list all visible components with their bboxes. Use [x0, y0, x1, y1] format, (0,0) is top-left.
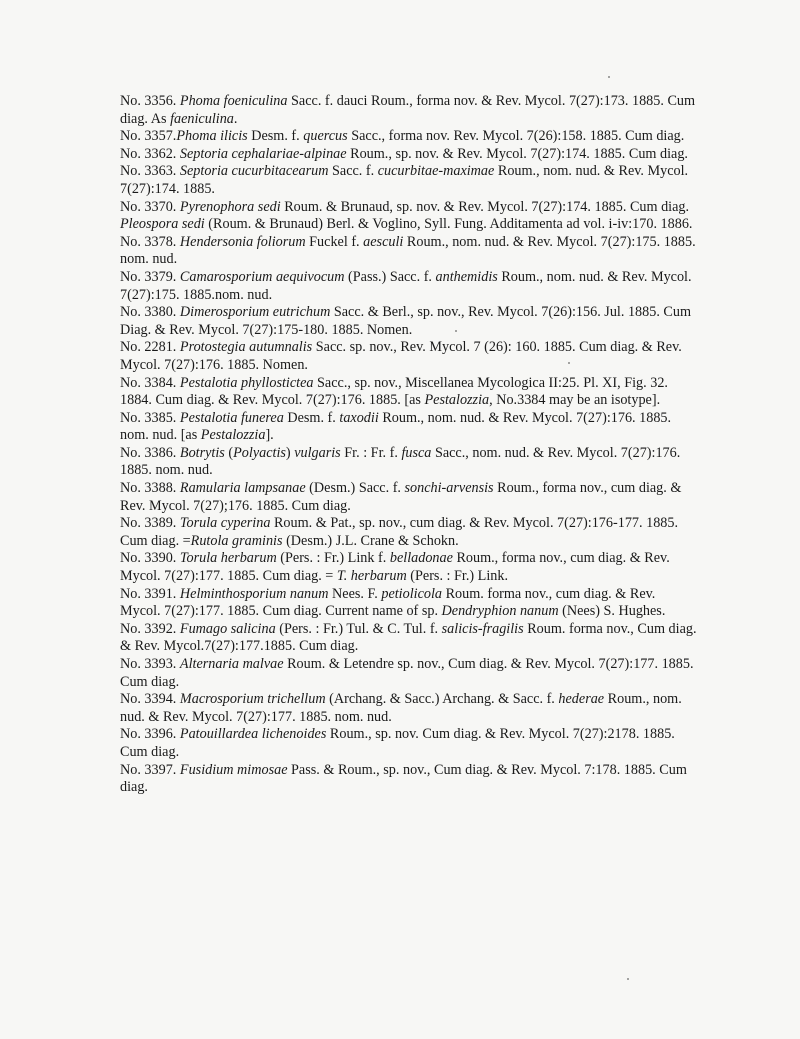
taxon-name: Dimerosporium eutrichum	[179, 304, 331, 321]
taxon-name: hederae	[558, 691, 605, 708]
taxon-name: Alternaria malvae	[179, 656, 284, 672]
catalog-entry	[120, 128, 698, 146]
entry-text: No. 3396.	[120, 726, 180, 743]
taxon-name: Hendersonia foliorum	[179, 233, 306, 250]
entry-text: No. 3357.	[120, 128, 177, 145]
entry-text: Roum. & Pat., sp. nov., cum diag. & Rev. Mycol. 7(27):176-177. 1885. Cum diag. =	[120, 515, 679, 549]
entry-text: (Pers. : Fr.) Link.	[406, 568, 509, 585]
entry-text: (Archang. & Sacc.) Archang. & Sacc. f.	[325, 691, 559, 708]
entry-text: Roum., nom. nud. & Rev. Mycol. 7(27):174. 1885.	[120, 163, 689, 197]
taxon-name: salicis-fragilis	[441, 620, 524, 637]
catalog-entry	[120, 375, 698, 410]
scan-speck	[568, 362, 570, 364]
taxon-name: belladonae	[389, 550, 453, 567]
taxon-name: Septoria cephalariae-alpinae	[179, 145, 347, 162]
catalog-entry	[120, 550, 698, 585]
taxon-name: Torula cyperina	[179, 515, 271, 532]
taxon-name: anthemidis	[435, 268, 498, 285]
taxon-name: Ramularia lampsanae	[179, 480, 306, 497]
entry-text: Roum. forma nov., cum diag. & Rev. Mycol. 7(27):177. 1885. Cum diag. Current name of sp.	[120, 585, 656, 620]
entry-text: No. 3379.	[120, 268, 180, 285]
entry-text: No. 3392.	[120, 620, 180, 637]
scan-speck	[455, 330, 457, 332]
entry-text: Fuckel f.	[305, 233, 364, 250]
entry-text: (Nees) S. Hughes.	[558, 603, 666, 620]
entry-text: No. 3370.	[120, 198, 180, 215]
entry-text: Roum., nom. nud. & Rev. Mycol. 7(27):175. 1885.nom. nud.	[120, 268, 692, 303]
entry-text: Sacc., nom. nud. & Rev. Mycol. 7(27):176. 1885. nom. nud.	[120, 444, 681, 479]
entry-text: Desm. f.	[247, 128, 304, 145]
document-body	[120, 93, 698, 797]
taxon-name: cucurbitae-maximae	[377, 163, 495, 180]
catalog-entry	[120, 304, 698, 339]
entry-text: No. 3380.	[120, 304, 180, 321]
entry-text: No. 3362.	[120, 145, 180, 162]
entry-text: Sacc. f. dauci Roum., forma nov. & Rev. Mycol. 7(27):173. 1885. Cum diag. As	[120, 93, 696, 127]
catalog-entry	[120, 621, 698, 656]
entry-text: No. 3393.	[120, 656, 180, 672]
taxon-name: Botrytis	[179, 444, 225, 461]
entry-text: Sacc. f.	[328, 163, 378, 180]
taxon-name: Polyactis	[233, 444, 286, 461]
catalog-entry	[120, 726, 698, 761]
entry-text: (Pass.) Sacc. f.	[344, 268, 436, 285]
entry-text: Sacc. sp. nov., Rev. Mycol. 7 (26): 160. 1885. Cum diag. & Rev. Mycol. 7(27):176. 1885. Nomen.	[120, 339, 682, 373]
taxon-name: Pleospora sedi	[120, 216, 205, 233]
entry-text: No. 3385.	[120, 409, 180, 426]
entry-text: No. 3389.	[120, 515, 180, 532]
entry-text: )	[285, 444, 295, 461]
entry-text: Desm. f.	[283, 409, 340, 426]
entry-text: , No.3384 may be an isotype].	[489, 392, 661, 409]
catalog-entry	[120, 656, 698, 691]
entry-text: No. 3390.	[120, 550, 180, 567]
taxon-name: Pestalotia funerea	[179, 409, 284, 426]
catalog-entry	[120, 586, 698, 621]
entry-text: Roum. forma nov., Cum diag. & Rev. Mycol.7(27):177.1885. Cum diag.	[120, 620, 697, 655]
catalog-entry	[120, 480, 698, 515]
entry-text: No. 3391.	[120, 585, 180, 602]
catalog-entry	[120, 269, 698, 304]
taxon-name: Phoma foeniculina	[179, 93, 288, 109]
entry-text: No. 3356.	[120, 93, 180, 109]
catalog-entry	[120, 515, 698, 550]
entry-text: No. 3386.	[120, 444, 180, 461]
entry-text: No. 3378.	[120, 233, 180, 250]
taxon-name: petiolicola	[381, 585, 443, 602]
taxon-name: Protostegia autumnalis	[179, 339, 313, 356]
entry-text: Sacc. & Berl., sp. nov., Rev. Mycol. 7(26):156. Jul. 1885. Cum Diag. & Rev. Mycol. 7(27):175-180. 1885. Nomen.	[120, 304, 692, 338]
entry-text: (Pers. : Fr.) Tul. & C. Tul. f.	[275, 620, 442, 637]
entry-text: Roum., sp. nov. & Rev. Mycol. 7(27):174. 1885. Cum diag.	[346, 145, 688, 162]
taxon-name: Rutola graminis	[190, 532, 283, 549]
entry-text: Roum. & Brunaud, sp. nov. & Rev. Mycol. 7(27):174. 1885. Cum diag.	[280, 198, 690, 215]
taxon-name: aesculi	[363, 233, 404, 250]
entry-text: (Desm.) Sacc. f.	[305, 480, 405, 497]
taxon-name: Dendryphion nanum	[441, 603, 559, 620]
taxon-name: faeniculina	[170, 110, 234, 127]
entry-text: Fr. : Fr. f.	[340, 444, 402, 461]
taxon-name: Camarosporium aequivocum	[179, 268, 345, 285]
entry-text: No. 3397.	[120, 761, 180, 778]
entry-text: Roum., sp. nov. Cum diag. & Rev. Mycol. 7(27):2178. 1885. Cum diag.	[120, 726, 675, 760]
catalog-entry	[120, 410, 698, 445]
entry-text: No. 3363.	[120, 163, 180, 180]
entry-text: Roum. & Letendre sp. nov., Cum diag. & Rev. Mycol. 7(27):177. 1885. Cum diag.	[120, 656, 694, 690]
taxon-name: Patouillardea lichenoides	[179, 726, 327, 743]
entry-text: .	[233, 110, 238, 127]
taxon-name: Fusidium mimosae	[179, 761, 288, 778]
entry-text: No. 3384.	[120, 374, 180, 391]
taxon-name: taxodii	[339, 409, 379, 426]
entry-text: ].	[265, 427, 274, 444]
catalog-entry	[120, 691, 698, 726]
entry-text: (	[224, 444, 234, 461]
catalog-entry	[120, 234, 698, 269]
catalog-entry	[120, 199, 698, 234]
taxon-name: T. herbarum	[336, 568, 407, 585]
catalog-entry	[120, 445, 698, 480]
entry-text: Roum., nom. nud. & Rev. Mycol. 7(27):177. 1885. nom. nud.	[120, 691, 682, 725]
taxon-name: Pyrenophora sedi	[179, 198, 281, 215]
entry-text: Roum., forma nov., cum diag. & Rev. Mycol. 7(27);176. 1885. Cum diag.	[120, 480, 682, 514]
catalog-entry	[120, 146, 698, 164]
entry-text: No. 3394.	[120, 691, 180, 708]
scan-speck	[608, 76, 610, 78]
taxon-name: sonchi-arvensis	[404, 480, 494, 497]
entry-text: Sacc., sp. nov., Miscellanea Mycologica II:25. Pl. XI, Fig. 32. 1884. Cum diag. & Rev. Mycol. 7(27):176. 1885. [as	[120, 374, 668, 409]
scan-speck	[627, 978, 629, 980]
taxon-name: vulgaris	[294, 444, 341, 461]
entry-text: Sacc., forma nov. Rev. Mycol. 7(26):158. 1885. Cum diag.	[347, 128, 685, 145]
taxon-name: Pestalozzia	[424, 392, 490, 409]
catalog-entry	[120, 762, 698, 797]
taxon-name: quercus	[303, 128, 348, 145]
taxon-name: Pestalozzia	[200, 427, 266, 444]
taxon-name: Macrosporium trichellum	[179, 691, 326, 708]
entry-text: (Roum. & Brunaud) Berl. & Voglino, Syll. Fung. Additamenta ad vol. i-iv:170. 1886.	[204, 216, 693, 233]
taxon-name: Phoma ilicis	[176, 128, 248, 145]
taxon-name: Fumago salicina	[179, 620, 276, 637]
entry-text: No. 2281.	[120, 339, 180, 356]
entry-text: (Desm.) J.L. Crane & Schokn.	[282, 532, 459, 549]
catalog-entry	[120, 93, 698, 128]
entry-text: Roum., forma nov., cum diag. & Rev. Mycol. 7(27):177. 1885. Cum diag. =	[120, 550, 670, 585]
entry-text: Roum., nom. nud. & Rev. Mycol. 7(27):175. 1885. nom. nud.	[120, 233, 696, 268]
catalog-entry	[120, 339, 698, 374]
entry-text: Roum., nom. nud. & Rev. Mycol. 7(27):176. 1885. nom. nud. [as	[120, 409, 672, 444]
catalog-entry	[120, 163, 698, 198]
entry-text: No. 3388.	[120, 480, 180, 497]
entry-text: (Pers. : Fr.) Link f.	[276, 550, 390, 567]
entry-text: Nees. F.	[328, 585, 382, 602]
taxon-name: Torula herbarum	[179, 550, 277, 567]
taxon-name: Septoria cucurbitacearum	[179, 163, 329, 180]
taxon-name: Pestalotia phyllostictea	[179, 374, 314, 391]
entry-text: Pass. & Roum., sp. nov., Cum diag. & Rev. Mycol. 7:178. 1885. Cum diag.	[120, 761, 687, 796]
taxon-name: Helminthosporium nanum	[179, 585, 329, 602]
taxon-name: fusca	[401, 444, 432, 461]
